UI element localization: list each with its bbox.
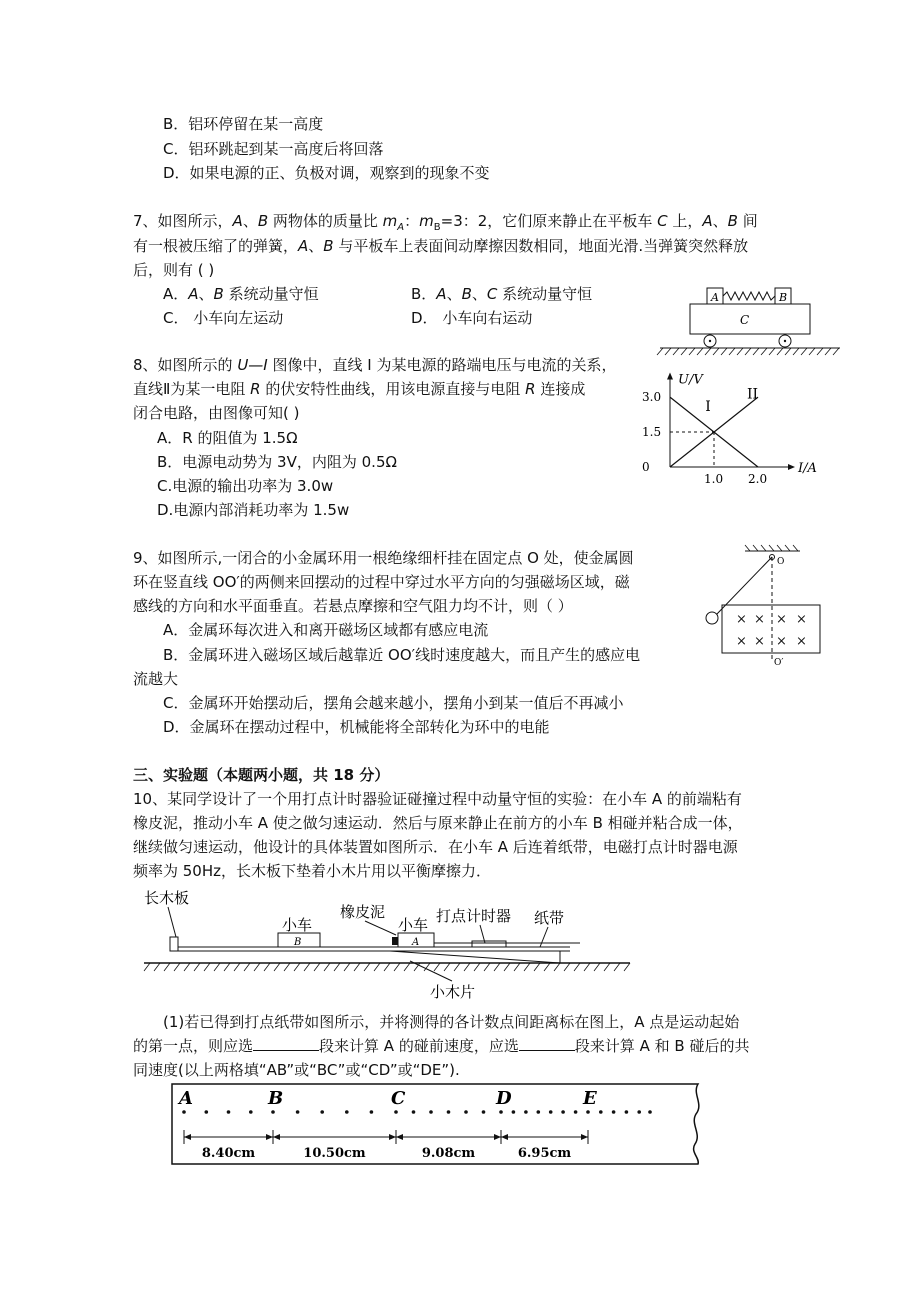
timer — [472, 941, 506, 947]
q9-stem-line3: 感线的方向和水平面垂直。若悬点摩擦和空气阻力均不计，则（ ） — [133, 597, 573, 615]
label-o-prime: O′ — [774, 658, 784, 668]
q10-part1-line1: (1)若已得到打点纸带如图所示，并将测得的各计数点间距离标在图上，A 点是运动起始 — [163, 1013, 740, 1031]
tape-point-a: A — [179, 1088, 193, 1109]
q10-stem-line4: 频率为 50Hz，长木板下垫着小木片用以平衡摩擦力． — [133, 862, 492, 880]
q7-option-c: C． 小车向左运动 — [163, 309, 284, 327]
x-tick-label: 2.0 — [748, 472, 768, 486]
q9-option-c: C．金属环开始摆动后，摆角会越来越小，摆角小到某一值后不再减小 — [163, 694, 624, 712]
q7-option-b: B．A、B、C 系统动量守恒 — [411, 285, 593, 303]
q6-option-c: C．铝环跳起到某一高度后将回落 — [163, 140, 384, 158]
tape-dot — [648, 1110, 652, 1114]
tape-dot — [549, 1110, 553, 1114]
y-tick-label: 3.0 — [642, 390, 662, 405]
tape-dot — [524, 1110, 528, 1114]
q7-option-a: A．A、B 系统动量守恒 — [163, 285, 319, 303]
q10-part1-line3: 同速度(以上两格填“AB”或“BC”或“CD”或“DE”). — [133, 1061, 460, 1079]
q7-option-d: D． 小车向右运动 — [411, 309, 533, 327]
cart-body — [690, 304, 810, 334]
q9-option-d: D．金属环在摆动过程中，机械能将全部转化为环中的电能 — [163, 718, 550, 736]
tape-dot — [447, 1110, 451, 1114]
label-car-a: 小车 — [398, 916, 429, 934]
q9-stem-line2: 环在竖直线 OO′的两侧来回摆动的过程中穿过水平方向的匀强磁场区域，磁 — [133, 573, 630, 591]
tape-dot — [412, 1110, 416, 1114]
q9-option-b-cont: 流越大 — [133, 670, 179, 688]
spring — [723, 292, 775, 300]
tape-dot — [205, 1110, 209, 1114]
series-label-i: I — [705, 399, 711, 416]
q8-stem-line1: 8、如图所示的 U—I 图像中，直线 I 为某电源的路端电压与电流的关系， — [133, 356, 617, 374]
y-tick-label: 0 — [642, 460, 650, 474]
tape-distance-2: 10.50cm — [303, 1146, 366, 1161]
series-label-ii: II — [747, 386, 759, 403]
tape-point-c: C — [391, 1088, 406, 1109]
tape-distance-1: 8.40cm — [201, 1146, 256, 1161]
q6-option-b: B．铝环停留在某一高度 — [163, 115, 324, 133]
q8-option-b: B．电源电动势为 3V，内阻为 0.5Ω — [157, 453, 397, 471]
tape-dot — [599, 1110, 603, 1114]
q9-option-a: A．金属环每次进入和离开磁场区域都有感应电流 — [163, 621, 489, 639]
q8-option-d: D.电源内部消耗功率为 1.5w — [157, 501, 350, 519]
label-o: O — [777, 557, 785, 567]
dimension-arrow — [184, 1134, 191, 1140]
section-3-title: 三、实验题（本题两小题，共 18 分） — [133, 766, 390, 784]
tape-dot — [586, 1110, 590, 1114]
svg-text:×: × — [776, 612, 787, 627]
q6-option-d: D．如果电源的正、负极对调，观察到的现象不变 — [163, 164, 490, 182]
dimension-arrow — [581, 1134, 588, 1140]
x-axis-arrow — [788, 464, 795, 470]
y-axis-label: U/V — [678, 372, 703, 388]
tape-dot — [625, 1110, 629, 1114]
q9-pendulum-figure — [700, 545, 830, 670]
label-tape: 纸带 — [534, 909, 565, 927]
tape-distance-3: 9.08cm — [421, 1146, 476, 1161]
q10-stem-line1: 10、某同学设计了一个用打点计时器验证碰撞过程中动量守恒的实验：在小车 A 的前端粘有 — [133, 790, 742, 808]
dimension-arrow — [273, 1134, 280, 1140]
q9-stem-line1: 9、如图所示,一闭合的小金属环用一根绝缘细杆挂在固定点 O 处，使金属圆 — [133, 549, 634, 567]
tape-dot — [249, 1110, 253, 1114]
board-stop — [170, 937, 178, 951]
answer-blank-1[interactable] — [253, 1036, 319, 1051]
paper-tape-figure — [170, 1082, 705, 1166]
label-clay: 橡皮泥 — [340, 903, 386, 921]
svg-text:×: × — [796, 634, 807, 649]
field-crosses — [736, 612, 807, 649]
block-a-label: A — [711, 291, 719, 304]
q10-stem-line2: 橡皮泥，推动小车 A 使之做匀速运动．然后与原来静止在前方的小车 B 相碰并粘合成一体， — [133, 814, 743, 832]
tape-dot — [271, 1110, 275, 1114]
q9-option-b: B．金属环进入磁场区域后越靠近 OO′线时速度越大，而且产生的感应电 — [163, 646, 641, 664]
tape-dot — [464, 1110, 468, 1114]
tape-point-e: E — [583, 1088, 597, 1109]
svg-text:A: A — [412, 937, 420, 948]
q8-stem-line2: 直线Ⅱ为某一电阻 R 的伏安特性曲线，用该电源直接与电阻 R 连接成 — [133, 380, 586, 398]
x-axis-label: I/A — [798, 461, 817, 476]
dimension-arrow — [396, 1134, 403, 1140]
tape-point-b: B — [268, 1088, 284, 1109]
tape-dot — [182, 1110, 186, 1114]
tape-dot — [345, 1110, 349, 1114]
tape-dot — [637, 1110, 641, 1114]
dimension-arrow — [389, 1134, 396, 1140]
metal-ring — [706, 612, 718, 624]
tape-dot — [394, 1110, 398, 1114]
tape-distance-4: 6.95cm — [517, 1146, 572, 1161]
q10-apparatus-figure — [140, 885, 640, 1000]
q10-part1-line2: 的第一点，则应选 段来计算 A 的碰前速度，应选 段来计算 A 和 B 碰后的共 — [133, 1037, 750, 1055]
cart-label: C — [740, 313, 750, 327]
q8-option-a: A．R 的阻值为 1.5Ω — [157, 429, 298, 447]
svg-text:×: × — [736, 612, 747, 627]
label-car-b: 小车 — [282, 916, 313, 934]
label-timer: 打点计时器 — [436, 907, 512, 925]
q10-stem-line3: 继续做匀速运动，他设计的具体装置如图所示．在小车 A 后连着纸带，电磁打点计时器电源 — [133, 838, 738, 856]
tape-dot — [296, 1110, 300, 1114]
svg-text:B: B — [294, 937, 302, 948]
q7-cart-figure — [655, 282, 845, 360]
tape-dot — [370, 1110, 374, 1114]
q7-stem-line2: 有一根被压缩了的弹簧，A、B 与平板车上表面间动摩擦因数相同，地面光滑.当弹簧突然释放 — [133, 237, 749, 255]
tape-dot — [227, 1110, 231, 1114]
q8-stem-line3: 闭合电路，由图像可知( ) — [133, 404, 300, 422]
x-tick-label: 1.0 — [704, 472, 724, 486]
label-long-board: 长木板 — [144, 889, 190, 907]
y-tick-label: 1.5 — [642, 425, 662, 440]
dimension-arrow — [494, 1134, 501, 1140]
tape-dot — [574, 1110, 578, 1114]
dimension-arrow — [266, 1134, 273, 1140]
ui-chart — [640, 365, 840, 495]
tape-dot — [482, 1110, 486, 1114]
q7-stem-line1: 7、如图所示，A、B 两物体的质量比 $m_A$：$m_B=3$：2，它们原来静止在平板车 C 上，A、B 间 — [133, 212, 758, 233]
dimension-arrow — [501, 1134, 508, 1140]
tape-dot — [320, 1110, 324, 1114]
tape-dot — [612, 1110, 616, 1114]
svg-text:×: × — [776, 634, 787, 649]
svg-text:×: × — [796, 612, 807, 627]
label-wedge: 小木片 — [430, 983, 476, 1001]
svg-text:×: × — [754, 612, 765, 627]
block-b-label: B — [779, 291, 788, 304]
tape-dot — [561, 1110, 565, 1114]
svg-text:×: × — [754, 634, 765, 649]
svg-text:×: × — [736, 634, 747, 649]
y-axis-arrow — [667, 372, 673, 379]
q7-stem-line3: 后，则有 ( ) — [133, 261, 215, 279]
tape-dot — [512, 1110, 516, 1114]
q8-option-c: C.电源的输出功率为 3.0w — [157, 477, 334, 495]
rod — [716, 557, 772, 615]
answer-blank-2[interactable] — [519, 1036, 575, 1051]
tape-point-d: D — [496, 1088, 512, 1109]
wedge — [390, 951, 560, 963]
tape-dot — [537, 1110, 541, 1114]
tape-dot — [429, 1110, 433, 1114]
clay — [392, 937, 398, 945]
tape-dot — [499, 1110, 503, 1114]
